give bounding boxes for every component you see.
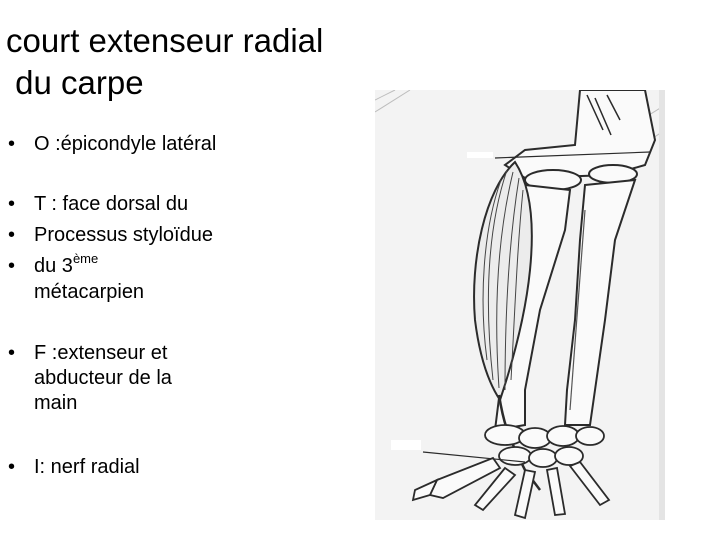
bullet-fonction-line-1: F :extenseur et <box>34 342 168 364</box>
bullet-processus <box>6 222 213 248</box>
title-line-1: court extenseur radial <box>6 22 324 59</box>
bullet-origin-text: O :épicondyle latéral <box>34 133 217 155</box>
bullet-processus-text: Processus styloïdue <box>34 224 213 246</box>
bullet-fonction-line-3: main <box>34 392 78 414</box>
bullet-metacarpien-cont: métacarpien <box>34 281 145 303</box>
bullet-du3-text: du 3 <box>34 255 73 277</box>
bullet-dot: • <box>8 456 16 478</box>
bullet-du3-superscript: ème <box>72 251 99 266</box>
bullet-innervation <box>6 454 140 480</box>
bullet-fonction-line-2: abducteur de la <box>34 367 172 389</box>
bullet-terminaison <box>6 191 188 217</box>
anatomy-figure <box>375 90 665 520</box>
bullet-fonction <box>6 341 172 416</box>
bullet-dot: • <box>8 133 16 155</box>
forearm-anatomy-icon <box>375 90 665 520</box>
bullet-dot: • <box>8 255 16 277</box>
bullet-innervation-text: I: nerf radial <box>34 456 140 478</box>
bullet-origin <box>6 131 216 157</box>
bullet-terminaison-text: T : face dorsal du <box>34 193 189 215</box>
bullet-dot: • <box>8 224 16 246</box>
slide-title <box>6 20 323 104</box>
bullet-dot: • <box>8 342 16 364</box>
bullet-dot: • <box>8 193 16 215</box>
title-line-2: du carpe <box>6 64 144 101</box>
bullet-metacarpien <box>6 253 144 305</box>
